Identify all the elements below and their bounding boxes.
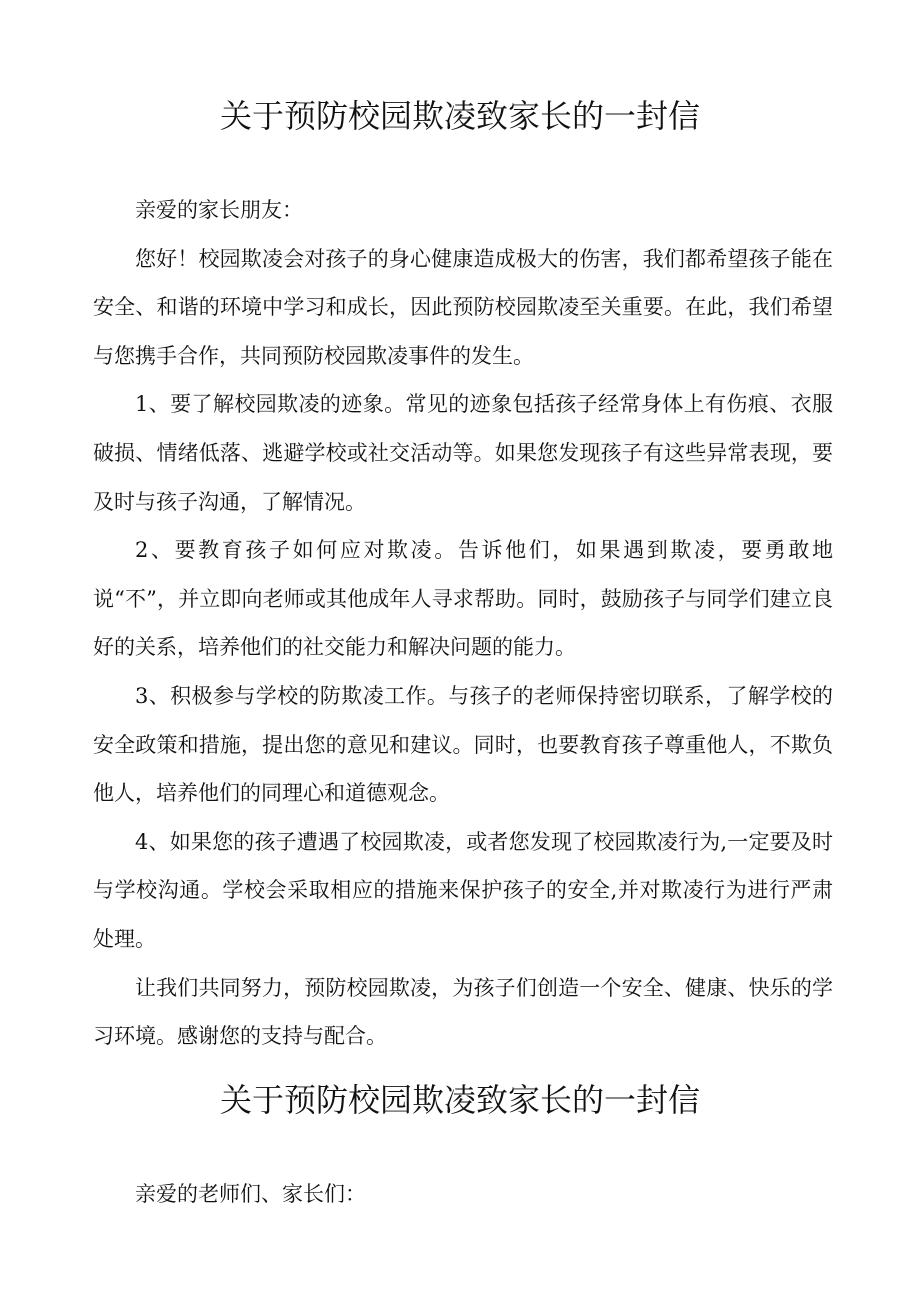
letter-1-paragraph: 3、积极参与学校的防欺凌工作。与孩子的老师保持密切联系，了解学校的安全政策和措施，提出您的意见和建议。同时，也要教育孩子尊重他人，不欺负他人，培养他们的同理心和道德观念。 [93,683,833,806]
letter-2-title: 关于预防校园欺凌致家长的一封信 [219,1081,700,1119]
letter-1-paragraph: 4、如果您的孩子遭遇了校园欺凌，或者您发现了校园欺凌行为,一定要及时与学校沟通。学校会采取相应的措施来保护孩子的安全,并对欺凌行为进行严肃处理。 [93,829,833,951]
letter-2-greeting: 亲爱的老师们、家长们： [135,1182,366,1206]
letter-1-body [93,186,833,1061]
letter-1-paragraph: 2、要教育孩子如何应对欺凌。告诉他们，如果遇到欺凌，要勇敢地说“不”，并立即向老师或其他成年人寻求帮助。同时，鼓励孩子与同学们建立良好的关系，培养他们的社交能力和解决问题的能力。 [93,538,833,660]
letter-1-title: 关于预防校园欺凌致家长的一封信 [219,97,700,135]
letter-1-paragraph: 让我们共同努力，预防校园欺凌，为孩子们创造一个安全、健康、快乐的学习环境。感谢您的支持与配合。 [93,975,833,1049]
letter-1-greeting: 亲爱的家长朋友： [135,198,303,222]
letter-1-paragraph: 1、要了解校园欺凌的迹象。常见的迹象包括孩子经常身体上有伤痕、衣服破损、情绪低落、逃避学校或社交活动等。如果您发现孩子有这些异常表现，要及时与孩子沟通，了解情况。 [93,392,833,514]
letter-2-body [93,1170,833,1219]
letter-1-paragraph: 您好！校园欺凌会对孩子的身心健康造成极大的伤害，我们都希望孩子能在安全、和谐的环境中学习和成长，因此预防校园欺凌至关重要。在此，我们希望与您携手合作，共同预防校园欺凌事件的发生。 [93,246,833,368]
